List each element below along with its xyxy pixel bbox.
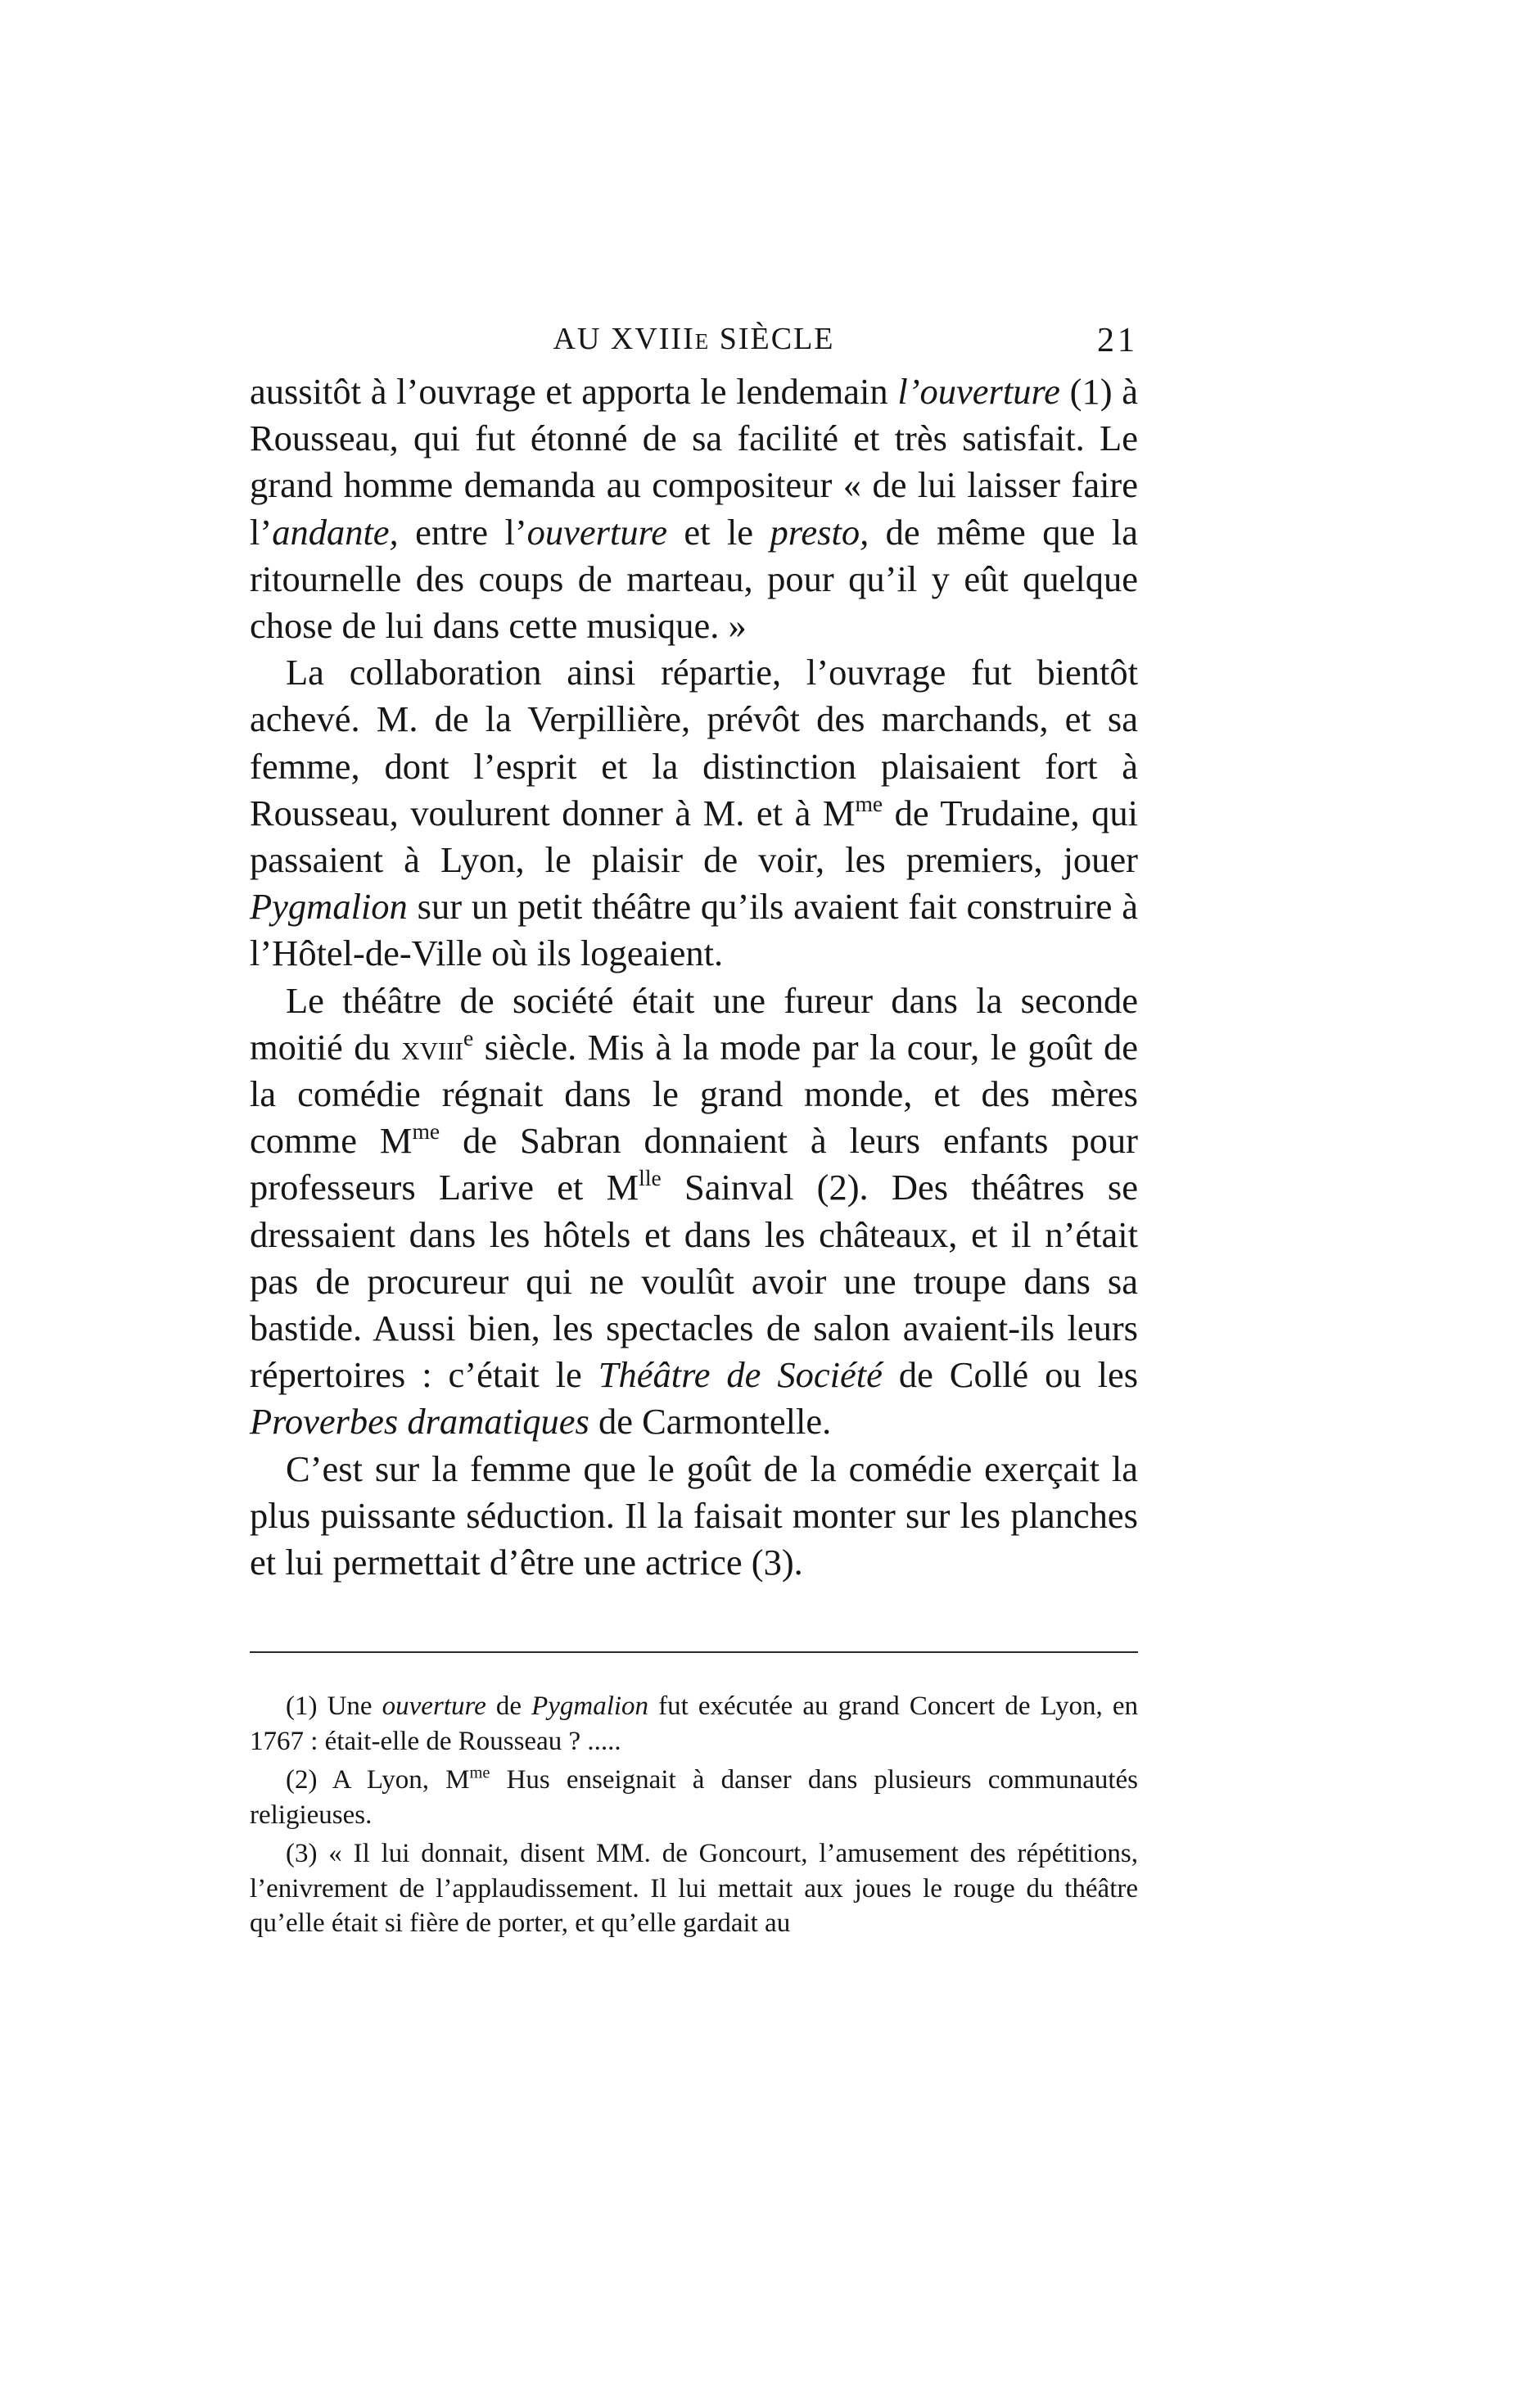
emphasis: ouverture xyxy=(382,1691,486,1721)
footnote-2: (2) A Lyon, $M^{me}$ Hus enseignait à danser dans plusieurs communautés religieuses. xyxy=(250,1764,1138,1830)
emphasis: l’ouverture xyxy=(897,371,1060,412)
emphasis: ouverture xyxy=(526,511,667,553)
emphasis: Pygmalion xyxy=(250,886,408,928)
emphasis: presto, xyxy=(770,511,869,553)
footnote-1: (1) Une ouverture de Pygmalion fut exécutée au grand Concert de Lyon, en 1767 : était-elle de Rousseau ? ..... xyxy=(250,1691,1138,1756)
superscript: me xyxy=(855,790,883,816)
running-head xyxy=(250,321,1138,370)
body-text xyxy=(250,368,1138,1586)
superscript: lle xyxy=(639,1165,662,1191)
superscript: me xyxy=(412,1118,440,1145)
footnote-3: (3) « Il lui donnait, disent MM. de Goncourt, l’amusement des répétitions, l’enivrement de l’applaudissement. Il lui mettait aux joues le rouge du théâtre qu’elle était si fière de porter, et qu’elle gardait au xyxy=(250,1839,1138,1938)
paragraph-1: aussitôt à l’ouvrage et apporta le lendemain l’ouverture (1) à Rousseau, qui fut étonné de sa facilité et très satisfait. Le grand homme demanda au compositeur « de lui laisser faire l’andante, entre l’ouverture et le presto, de même que la ritournelle des coups de marteau, pour qu’il y eût quelque chose de lui dans cette musique. » xyxy=(250,371,1139,647)
paragraph-3: Le théâtre de société était une fureur dans la seconde moitié du xviii$^e$ siècle. Mis à la mode par la cour, le goût de la comédie régnait dans le grand monde, et des mères comme $M^{me}$ de Sabran donnaient à leurs enfants pour professeurs Larive et $M^{lle}$ Sainval (2). Des théâtres se dressaient dans les hôtels et dans les châteaux, et il n’était pas de procureur qui ne voulût avoir une troupe dans sa bastide. Aussi bien, les spectacles de salon avaient-ils leurs répertoires : c’était le Théâtre de Société de Collé ou les Proverbes dramatiques de Carmontelle. xyxy=(250,979,1139,1443)
emphasis: Théâtre de Société xyxy=(598,1354,883,1396)
emphasis: andante, xyxy=(272,511,399,553)
paragraph-2: La collaboration ainsi répartie, l’ouvrage fut bientôt achevé. M. de la Verpillière, prévôt des marchands, et sa femme, dont l’esprit et la distinction plaisaient fort à Rousseau, voulurent donner à M. et à $M^{me}$ de Trudaine, qui passaient à Lyon, le plaisir de voir, les premiers, jouer Pygmalion sur un petit théâtre qu’ils avaient fait construire à l’Hôtel-de-Ville où ils logeaient. xyxy=(250,652,1138,974)
page-number: 21 xyxy=(1097,322,1138,359)
small-caps: xviii xyxy=(401,1026,464,1068)
superscript: e xyxy=(463,1024,474,1050)
emphasis: Pygmalion xyxy=(531,1691,649,1721)
paragraph-4: C’est sur la femme que le goût de la comédie exerçait la plus puissante séduction. Il la faisait monter sur les planches et lui permettait d’être une actrice (3). xyxy=(250,1447,1138,1583)
footnotes xyxy=(250,1689,1138,1945)
footnote-divider xyxy=(250,1651,1138,1653)
emphasis: Proverbes dramatiques xyxy=(250,1401,589,1443)
superscript: me xyxy=(469,1764,490,1782)
running-title: AU XVIIIe SIÈCLE xyxy=(553,322,835,356)
